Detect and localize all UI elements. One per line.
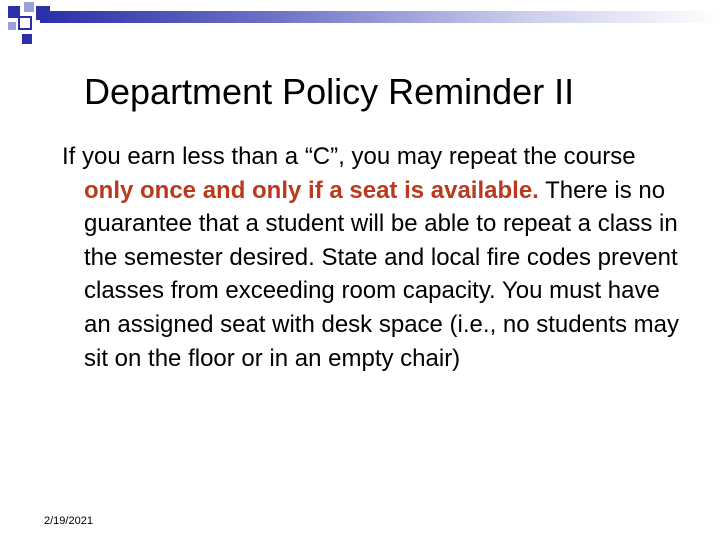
slide-title: Department Policy Reminder II [84,71,575,112]
body-text-part1: If you earn less than a “C”, you may repeat the course [62,143,636,170]
header-gradient-bar [40,11,720,23]
decor-square [24,2,34,12]
slide-date: 2/19/2021 [44,515,93,527]
body-text-part2: There is no guarantee that a student will be able to repeat a class in the semester desired. State and local fire codes prevent classes from exceeding room capacity. You must have an assigned seat with desk space (i.e., no students may sit on the floor or in an empty chair) [84,176,679,372]
decor-square-outline [18,16,32,30]
slide-body [62,140,684,375]
decor-square [8,22,16,30]
decor-square [22,34,32,44]
body-text-emphasis: only once and only if a seat is available. [84,176,539,204]
